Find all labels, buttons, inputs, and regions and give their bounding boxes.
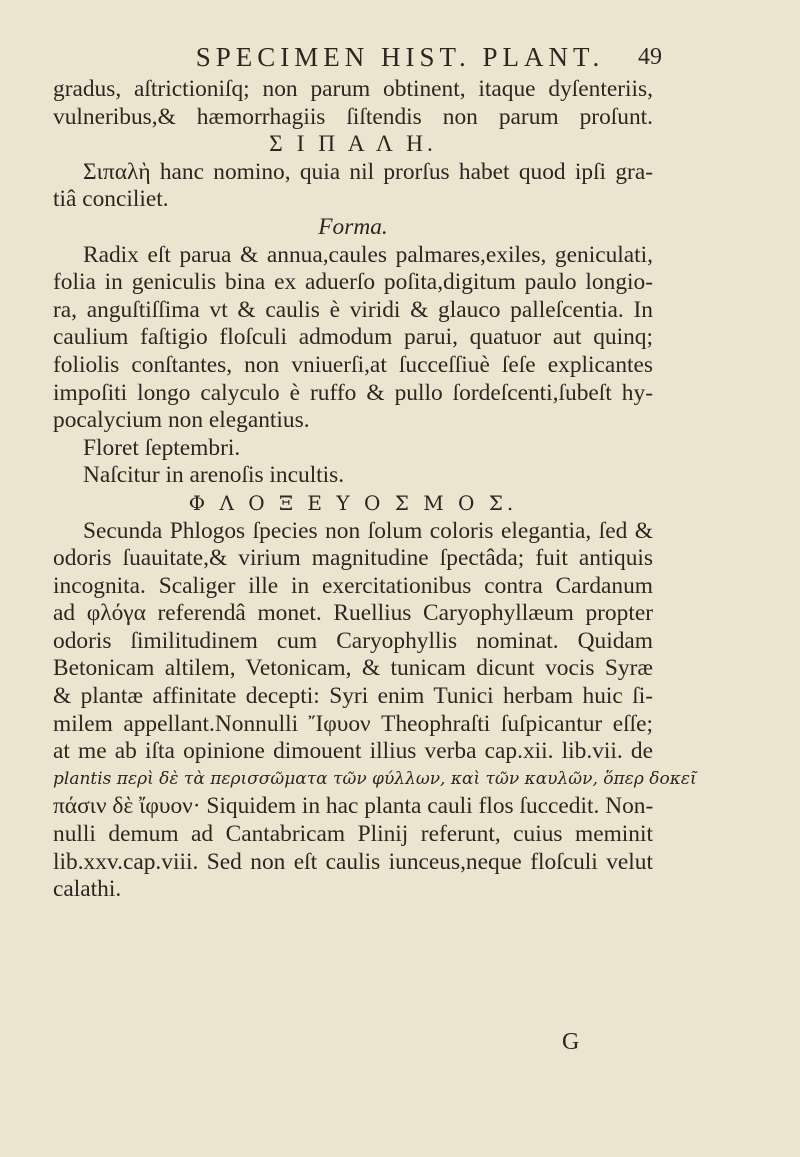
- text-line: ra, anguſtiſſima vt & caulis è viridi & glauco palleſcentia. In: [53, 296, 653, 323]
- text-line: πάσιν δὲ ἴφυον· Siquidem in hac planta cauli flos ſuccedit. Non-: [53, 793, 654, 820]
- text-line: pocalycium non elegantius.: [53, 407, 310, 434]
- text-line: nulli demum ad Cantabricam Plinij referunt, cuius meminit: [53, 821, 653, 848]
- text-line: caulium faſtigio floſculi admodum parui, quatuor aut quinq;: [53, 324, 653, 351]
- page-header: [0, 42, 800, 78]
- section-heading: Σ Ι Π Α Λ Η.: [269, 131, 437, 158]
- text-line: folia in geniculis bina ex aduerſo poſita,digitum paulo longio-: [53, 269, 653, 296]
- text-line: ad φλόγα referendâ monet. Ruellius Caryophyllæum propter: [53, 600, 653, 627]
- text-line: incognita. Scaliger ille in exercitationibus contra Cardanum: [53, 572, 653, 599]
- text-line: vulneribus,& hæmorrhagiis ſiſtendis non parum proſunt.: [53, 103, 653, 130]
- text-line: Floret ſeptembri.: [83, 434, 241, 461]
- text-line: odoris ſimilitudinem cum Caryophyllis nominat. Quidam: [53, 627, 653, 654]
- greek-quotation-line: plantis περὶ δὲ τὰ περισσῶματα τῶν φύλλων, καὶ τῶν καυλῶν, ὅπερ δοκεῖ: [53, 768, 697, 789]
- text-line: & plantæ affinitate decepti: Syri enim Tunici herbam huic ſi-: [53, 683, 653, 710]
- text-line: at me ab iſta opinione dimouent illius verba cap.xii. lib.vii. de: [53, 738, 653, 765]
- text-line: Radix eſt parua & annua,caules palmares,exiles, geniculati,: [83, 241, 653, 268]
- text-block: [53, 76, 697, 904]
- text-line: Betonicam altilem, Vetonicam, & tunicam dicunt vocis Syræ: [53, 655, 653, 682]
- section-heading: Φ Λ Ο Ξ Ε Υ Ο Σ Μ Ο Σ.: [188, 490, 518, 515]
- text-line: Σιπαλὴ hanc nomino, quia nil prorſus habet quod ipſi gra-: [83, 158, 653, 185]
- page-number: 49: [638, 44, 662, 70]
- text-line: milem appellant.Nonnulli Ἴφυον Theophraſti ſuſpicantur eſſe;: [53, 710, 653, 737]
- running-head: SPECIMEN HIST. PLANT.: [195, 42, 605, 72]
- catchword: G: [562, 1029, 580, 1055]
- text-line: gradus, aſtrictioniſq; non parum obtinent, itaque dyſenteriis,: [53, 76, 653, 102]
- text-line: impoſiti longo calyculo è ruffo & pullo ſordeſcenti,ſubeſt hy-: [53, 379, 653, 406]
- text-line: Naſcitur in arenoſis incultis.: [83, 462, 345, 489]
- text-line: Secunda Phlogos ſpecies non ſolum coloris elegantia, ſed &: [83, 517, 653, 544]
- text-line: calathi.: [53, 876, 122, 903]
- subheading-forma: Forma.: [318, 213, 388, 240]
- text-line: lib.xxv.cap.viii. Sed non eſt caulis iunceus,neque floſculi velut: [53, 848, 653, 875]
- text-line: foliolis conſtantes, non vniuerſi,at ſucceſſiuè ſeſe explicantes: [53, 351, 653, 378]
- text-line: odoris ſuauitate,& virium magnitudine ſpectâda; fuit antiquis: [53, 545, 653, 572]
- text-line: tiâ conciliet.: [53, 186, 169, 213]
